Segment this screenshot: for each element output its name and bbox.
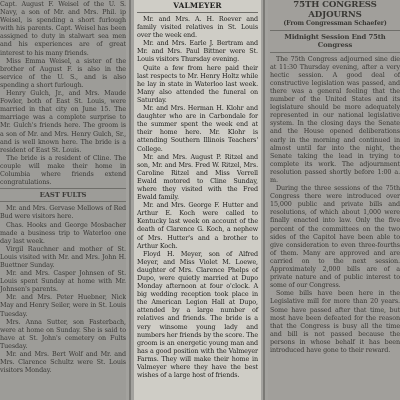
article-paragraph: Mr. and Mrs. Gervase Mellows of Red Bud were visitors here. xyxy=(0,204,126,221)
middle-column xyxy=(134,0,261,400)
article-paragraph: Some bills have been here in the Legislative mill for more than 20 years. Some have passed after that time, but most have been defeated for the reason that the Congress is busy all the time and bill is not passed because the persons in whose behalf it has been introduced have gone to their reward. xyxy=(270,289,400,354)
column-divider xyxy=(0,201,126,202)
article-paragraph: Mr. and Mrs. Earle J. Bertram and Mr. and Mrs. Paul Bittner were St. Louis visitors Thursday evening. xyxy=(137,39,258,64)
right-column xyxy=(268,0,400,400)
article-paragraph: The 75th Congress adjourned sine die at 11:30 Thursday evening, after a very hectic session. A good deal of constructive legislation was passed, and there was a general feeling that the number of the United States and its legislature should be more adequately represented in our national legislative system. In the closing days the Senate and the House opened deliberations early in the morning and continued in almost until far into the night, the Senate taking the lead in trying to complete its work. The adjournment resolution passed shortly before 1:00 a. m. xyxy=(270,54,400,185)
heading-rule xyxy=(270,52,400,53)
article-paragraph: Mr. and Mrs. August P. Ritzel and son, Mr. and Mrs. Fred W. Ritzel, Mrs. Caroline Ritzel and Miss Verrell Ewald motored to Cline Sunday, where they visited with the Fred Ewald family. xyxy=(137,152,258,202)
article-paragraph: During the three sessions of the 75th Congress there were introduced over 15,000 public and private bills and resolutions, of which about 1,000 were finally enacted into law. Only the five percent of the committees on the two sides of the Capitol have been able to give consideration to even three-fourths of them. Many are approved and are carried on to the next session. Approximately 2,000 bills are of a private nature and of public interest to some of our Congress. xyxy=(270,184,400,290)
article-paragraph: Mr. and Mrs. Casper Johnsen of St. Louis spent Sunday at home with Mr. Johnsen's parents. xyxy=(0,269,126,294)
article-paragraph: Quite a few from here paid their last respects to Mr. Henry Holtz while he lay in state in Waterloo last week. Many also attended the funeral on Saturday. xyxy=(137,63,258,104)
article-paragraph: The bride is a resident of Cline. The couple will make their home in Columbia where friends extend congratulations. xyxy=(0,153,126,187)
column-rule xyxy=(263,0,265,400)
heading-rule xyxy=(137,12,258,13)
article-paragraph: Mr. and Mrs. George F. Hutter and Arthur E. Koch were called to Kentucky last week on account of the death of Clarence G. Koch, a nephew of Mrs. Hutter's and a brother to Arthur Koch. xyxy=(137,201,258,250)
article-paragraph: Floyd H. Meyer, son of Alfred Meyer, and Miss Violet M. Loewe, daughter of Mrs. Clarence Phelps of Dupo, were quietly married at Dupo Monday afternoon at four o'clock. A big wedding reception took place in the American Legion Hall at Dupo, attended by a large number of relatives and friends. The bride is a very winsome young lady and numbers her friends by the score. The groom is an energetic young man and has a good position with the Valmeyer Farms. They will make their home in Valmeyer where they have the best wishes of a large host of friends. xyxy=(137,249,258,380)
article-paragraph: Henry Gulch, Jr., and Mrs. Maude Fowler, both of East St. Louis, were married in that city on June 15. The marriage was a complete surprise to Mr. Gulch's friends here. The groom is a son of Mr. and Mrs. Henry Gulch, Sr., and is well known here. The bride is a resident of East St. Louis. xyxy=(0,89,126,154)
headline-congress-adjourns: 75TH CONGRESS ADJOURNS xyxy=(293,0,377,20)
column-divider xyxy=(0,188,126,189)
article-paragraph: Miss Emma Weisel, a sister of the brother of August F. is also in the service of the U. S., and is also spending a short furlough. xyxy=(0,56,126,89)
column-rule xyxy=(129,0,131,400)
byline: (From Congressman Schaefer) xyxy=(283,20,387,27)
left-column xyxy=(0,0,126,400)
article-paragraph: Mr. and Mrs. Peter Huebner, Nick May and Henry Seiler, were in St. Louis Tuesday. xyxy=(0,293,126,318)
article-paragraph: Virgil Rauchner and mother of St. Louis visited with Mr. and Mrs. John H. Buettner Sunday. xyxy=(0,244,126,270)
section-heading-valmeyer: VALMEYER xyxy=(173,1,222,10)
subheadline: Midnight Session End 75th Congress xyxy=(284,32,386,50)
article-paragraph: Mrs. Anna Sutter, son Fasterbach, were at home on Sunday. She is said to have at St. John's cemetery on Fults Tuesday. xyxy=(0,317,126,350)
article-paragraph: Chas. Hooks and George Mosbacher made a business trip to Waterloo one day last week. xyxy=(0,220,126,245)
section-heading-east-fults: EAST FULTS xyxy=(39,191,87,200)
article-paragraph: Mr. and Mrs. A. H. Roever and family visited relatives in St. Louis over the week end. xyxy=(137,15,258,40)
article-paragraph: Mr. and Mrs. Bert Wolf and Mr. and Mrs. Clarence Schultz were St. Louis visitors Monday. xyxy=(0,350,126,375)
article-paragraph: Capt. August F. Weisel of the U. S. Navy, a son of Mr. and Mrs. Phil. ip Weisel, is spending a short furlough with his parents. Capt. Weisel has been assigned to duty in stalwart sea men and his experiences are of great interest to his many friends. xyxy=(0,0,126,57)
article-paragraph: Mr. and Mrs. Herman H. Klohr and daughter who are in Carbondale for the summer spent the week end at their home here. Mr. Klohr is attending Southern Illinois Teachers' College. xyxy=(137,104,258,153)
heading-rule xyxy=(270,30,400,31)
